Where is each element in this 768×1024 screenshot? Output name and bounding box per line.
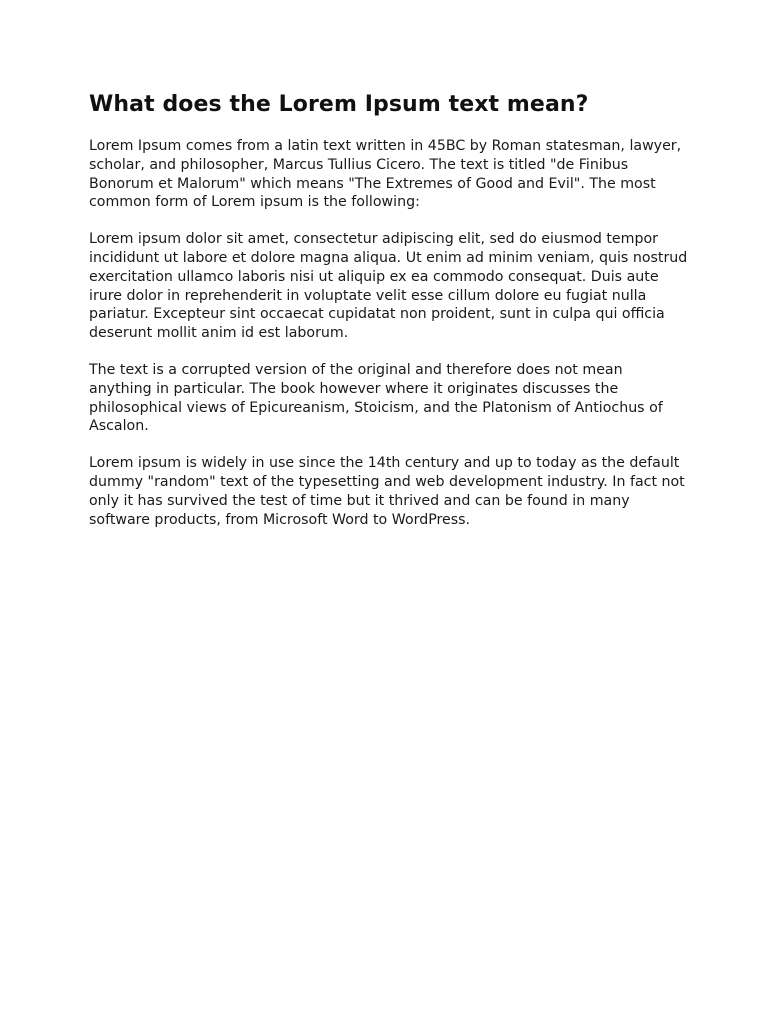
paragraph-meaning: The text is a corrupted version of the original and therefore does not mean anything in particular. The book however where it originates discusses the philosophical views of Epicureanism, Stoicism, and the Platonism of Antiochus of Ascalon. [89,361,663,435]
paragraph-lorem-ipsum-sample: Lorem ipsum dolor sit amet, consectetur adipiscing elit, sed do eiusmod tempor incididunt ut labore et dolore magna aliqua. Ut enim ad minim veniam, quis nostrud exercitation ullamco laboris nisi ut aliquip ex ea commodo consequat. Duis aute irure dolor in reprehenderit in voluptate velit esse cillum dolore eu fugiat nulla pariatur. Excepteur sint occaecat cupidatat non proident, sunt in culpa qui officia deserunt mollit anim id est laborum. [89,231,688,342]
paragraph-usage: Lorem ipsum is widely in use since the 14th century and up to today as the default dummy "random" text of the typesetting and web development industry. In fact not only it has survived the test of time but it thrived and can be found in many software products, from Microsoft Word to WordPress. [89,455,685,528]
document-page [89,88,689,547]
paragraph-origin: Lorem Ipsum comes from a latin text written in 45BC by Roman statesman, lawyer, scholar, and philosopher, Marcus Tullius Cicero. The text is titled "de Finibus Bonorum et Malorum" which means "The Extremes of Good and Evil". The most common form of Lorem ipsum is the following: [89,138,682,211]
document-title: What does the Lorem Ipsum text mean? [89,92,589,117]
